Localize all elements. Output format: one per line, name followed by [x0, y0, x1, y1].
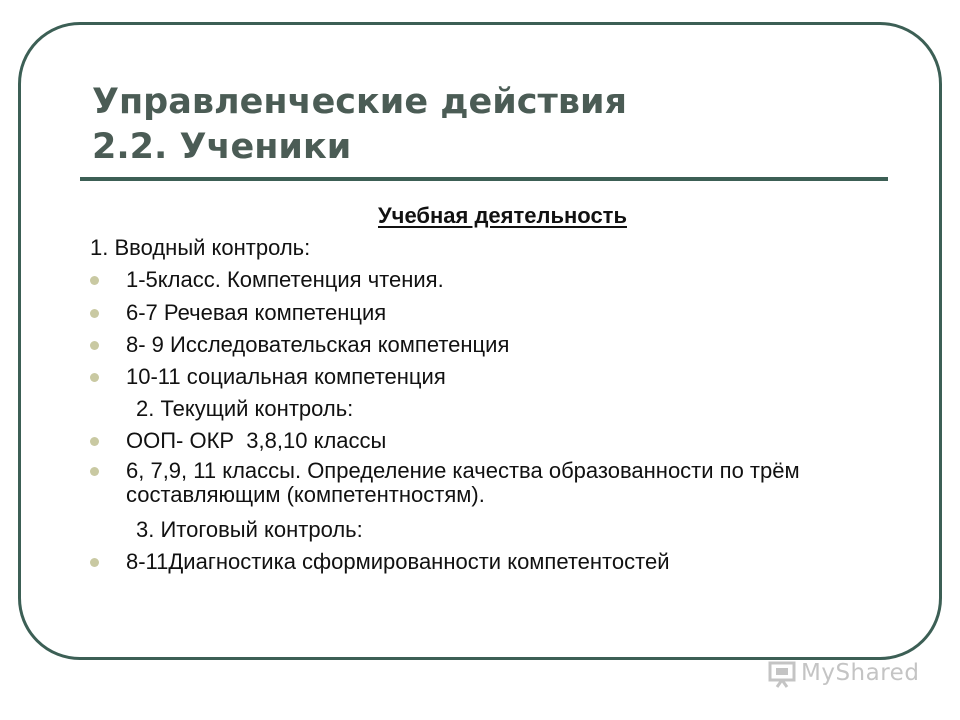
- subheading: Учебная деятельность: [378, 203, 627, 228]
- list-item-text: 8-11Диагностика сформированности компетентостей: [126, 549, 670, 574]
- section-heading-2: 2. Текущий контроль:: [136, 396, 354, 421]
- title-line-1: Управленческие действия: [92, 82, 627, 122]
- list-item-text: ООП- ОКР 3,8,10 классы: [126, 428, 387, 453]
- watermark-text: MyShared: [801, 660, 920, 686]
- section-heading-3: 3. Итоговый контроль:: [136, 517, 363, 542]
- list-item-text: 6-7 Речевая компетенция: [126, 300, 387, 325]
- list-item-text: 8- 9 Исследовательская компетенция: [126, 332, 510, 357]
- list-item-text: 1-5класс. Компетенция чтения.: [126, 267, 444, 292]
- list-item: [90, 266, 846, 293]
- slide-title: [92, 80, 627, 170]
- title-line-2: 2.2. Ученики: [92, 127, 352, 167]
- bullet-icon: [90, 276, 99, 285]
- bullet-icon: [90, 309, 99, 318]
- list-item: [90, 459, 846, 507]
- list-item: [90, 548, 846, 575]
- watermark: [767, 658, 919, 688]
- bullet-icon: [90, 558, 99, 567]
- list-item-text: 10-11 социальная компетенция: [126, 364, 446, 389]
- section-heading-1: 1. Вводный контроль:: [90, 235, 311, 260]
- list-item: [90, 363, 846, 390]
- bullet-icon: [90, 467, 99, 476]
- list-item: [90, 331, 846, 358]
- presentation-board-icon: [767, 658, 797, 688]
- list-item: [90, 427, 846, 454]
- title-divider: [80, 177, 888, 181]
- bullet-icon: [90, 437, 99, 446]
- list-item-text: 6, 7,9, 11 классы. Определение качества образованности по трём составляющим (компетентностям).: [126, 458, 800, 507]
- list-item: [90, 299, 846, 326]
- bullet-icon: [90, 341, 99, 350]
- bullet-icon: [90, 373, 99, 382]
